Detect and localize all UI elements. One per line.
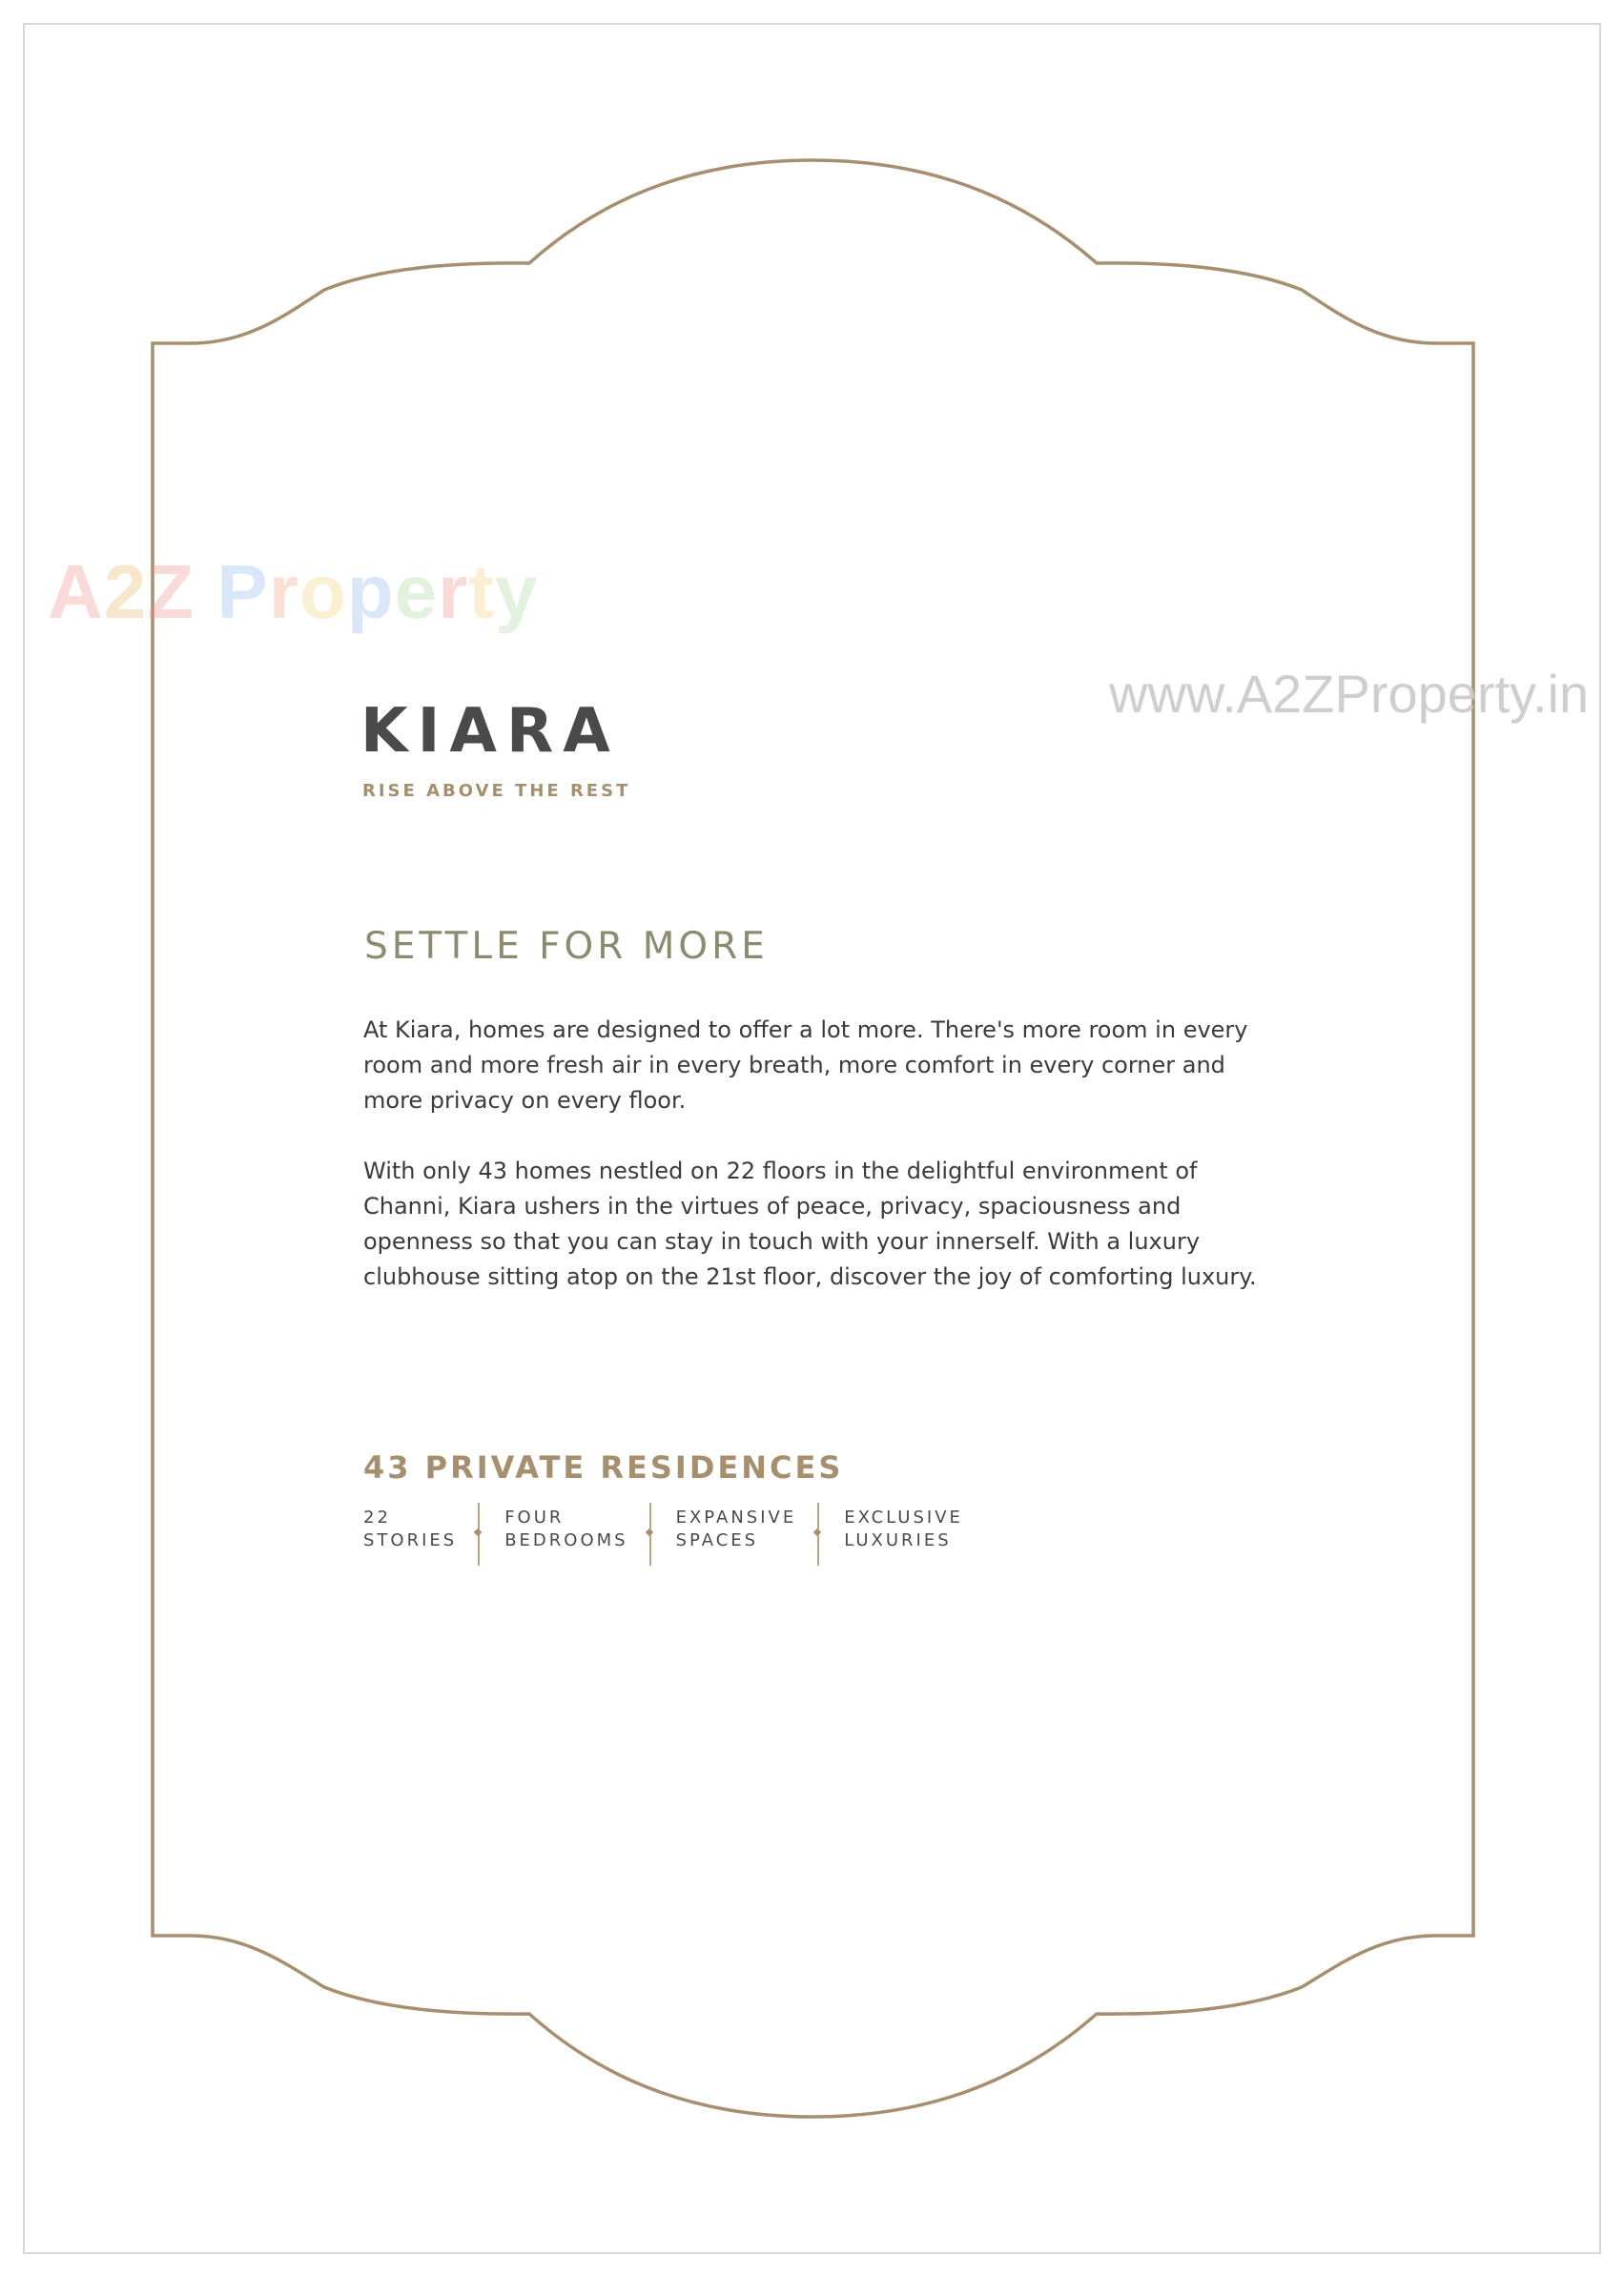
feature-line: 22 bbox=[363, 1508, 391, 1528]
watermark-logo-letter: r bbox=[438, 549, 469, 634]
watermark-logo-letter: o bbox=[298, 549, 347, 634]
watermark-logo-letter: A bbox=[48, 549, 104, 634]
watermark-logo-letter: r bbox=[268, 549, 299, 634]
watermark-logo-letter: Z bbox=[147, 549, 195, 634]
feature-divider bbox=[649, 1503, 651, 1566]
feature-item bbox=[363, 1507, 457, 1552]
brand-name: KIARA bbox=[360, 696, 620, 767]
feature-line: SPACES bbox=[675, 1530, 759, 1550]
feature-divider bbox=[817, 1503, 819, 1566]
feature-line: BEDROOMS bbox=[504, 1530, 628, 1550]
feature-line: EXPANSIVE bbox=[675, 1508, 797, 1528]
feature-item bbox=[844, 1507, 963, 1552]
watermark-logo-letter: t bbox=[468, 549, 495, 634]
watermark-logo bbox=[48, 548, 538, 636]
feature-item bbox=[504, 1507, 627, 1552]
feature-item bbox=[676, 1507, 797, 1552]
feature-line: EXCLUSIVE bbox=[844, 1508, 963, 1528]
watermark-logo-letter: 2 bbox=[103, 549, 148, 634]
feature-line: STORIES bbox=[363, 1530, 458, 1550]
watermark-logo-letter: P bbox=[216, 549, 269, 634]
details-paragraph: With only 43 homes nestled on 22 floors in the delightful environment of Channi, Kiara ushers in the virtues of peace, privacy, spaciousness and openness so that you can stay in touch with your innerself. With a luxury clubhouse sitting atop on the 21st floor, discover the joy of comforting luxury. bbox=[363, 1158, 1257, 1290]
watermark-logo-letter: y bbox=[494, 549, 539, 634]
feature-list bbox=[363, 1507, 963, 1566]
feature-line: LUXURIES bbox=[844, 1530, 952, 1550]
brand-tagline: RISE ABOVE THE REST bbox=[362, 781, 631, 801]
watermark-logo-letter: e bbox=[394, 549, 439, 634]
watermark-url: www.A2ZProperty.in bbox=[1109, 664, 1590, 724]
feature-line: FOUR bbox=[504, 1508, 565, 1528]
intro-paragraph: At Kiara, homes are designed to offer a lot more. There's more room in every room and more fresh air in every breath, more comfort in every corner and more privacy on every floor. bbox=[363, 1016, 1248, 1114]
feature-divider bbox=[478, 1503, 480, 1566]
watermark-logo-letter: p bbox=[346, 549, 395, 634]
watermark-logo-letter bbox=[195, 548, 216, 636]
residences-title: 43 PRIVATE RESIDENCES bbox=[363, 1449, 844, 1486]
page-headline: SETTLE FOR MORE bbox=[364, 925, 769, 968]
